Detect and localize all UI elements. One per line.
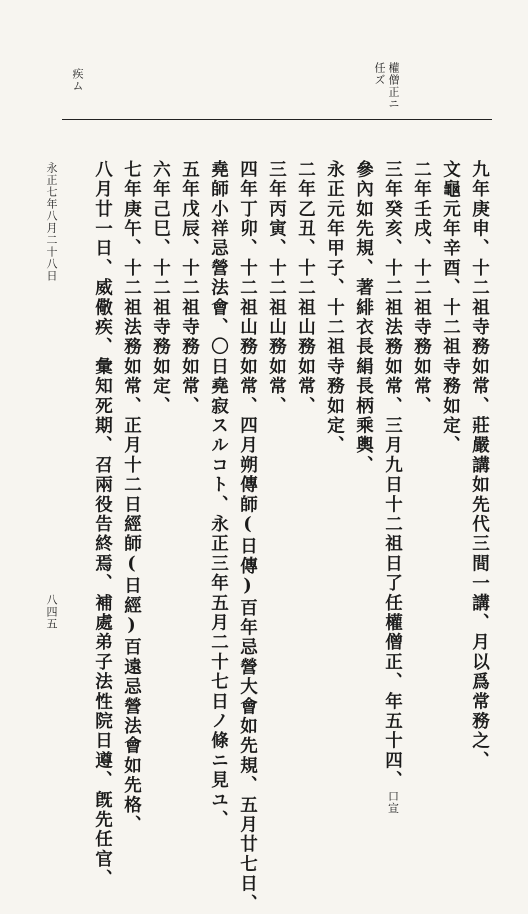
- text-column-9: 四年丁卯、十二祖山務如常、四月朔傳師(日傳)百年忌營大會如先規、五月廿七日、: [237, 160, 258, 914]
- text-column-8: 三年丙寅、十二祖山務如常、: [266, 160, 287, 417]
- header-note-right-b: 任ズ: [373, 62, 386, 86]
- header-note-left: 疾ム: [71, 68, 84, 92]
- text-column-13: 七年庚午、十二祖法務如常、正月十二日經師(日經)百遠忌營法會如先格、: [121, 160, 142, 835]
- text-column-6: 永正元年甲子、十二祖寺務如定、: [324, 160, 345, 456]
- small-annotation: 口宣: [386, 790, 400, 815]
- text-column-12: 六年己巳、十二祖寺務如定、: [150, 160, 171, 417]
- text-column-5: 參內如先規、著緋衣長絹長柄乘輿、: [353, 160, 374, 476]
- text-column-7: 二年乙丑、十二祖山務如常、: [295, 160, 316, 417]
- text-column-11: 五年戊辰、十二祖寺務如常、: [179, 160, 200, 417]
- side-date: 永正七年八月二十八日: [45, 162, 58, 282]
- text-column-2: 文龜元年辛酉、十二祖寺務如定、: [440, 160, 461, 456]
- header-rule: [62, 119, 492, 120]
- text-column-10: 堯師小祥忌營法會、〇日堯寂スルコト、永正三年五月二十七日ノ條ニ見ユ、: [208, 160, 229, 830]
- text-column-3: 二年壬戌、十二祖寺務如常、: [411, 160, 432, 417]
- header-note-right-a: 權僧正ニ: [387, 62, 400, 110]
- text-column-1: 九年庚申、十二祖寺務如常、莊嚴講如先代三間一講、月以爲常務之、: [469, 160, 490, 771]
- page-number: 八四五: [45, 594, 58, 630]
- text-column-4: 三年癸亥、十二祖法務如常、三月九日十二祖日了任權僧正、年五十四、口宣: [382, 160, 403, 815]
- text-column-14: 八月廿一日、威儆疾、彙知死期、召兩役告終焉、補處弟子法性院日遵、旣先任官、: [92, 160, 113, 889]
